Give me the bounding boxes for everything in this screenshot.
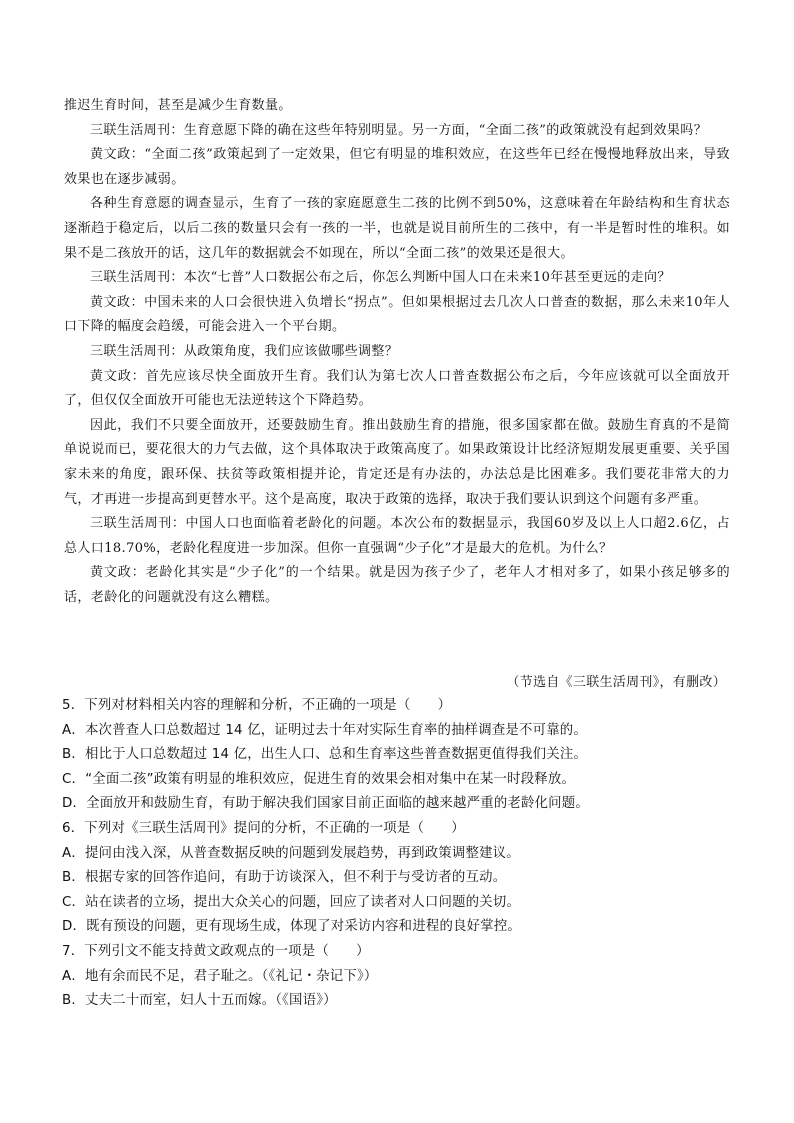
option-b: B．丈夫二十而室，妇人十五而嫁。（《国语》） <box>62 993 337 1009</box>
passage-paragraph: 三联生活周刊：从政策角度，我们应该做哪些调整？ <box>90 343 399 359</box>
question-7 <box>62 940 732 1014</box>
question-list <box>62 694 732 1014</box>
passage-paragraph: 三联生活周刊：中国人口也面临着老龄化的问题。本次公布的数据显示，我国60岁及以上人口超2.6亿，占总人口18.70%，老龄化程度进一步加深。但你一直强调“少子化”才是最大的危机。为什么？ <box>64 516 730 556</box>
passage-paragraph: 黄文政：首先应该尽快全面放开生育。我们认为第七次人口普查数据公布之后，今年应该就可以全面放开了，但仅仅全面放开可能也无法逆转这个下降趋势。 <box>64 368 730 409</box>
question-5 <box>62 694 732 817</box>
passage-paragraph: 各种生育意愿的调查显示，生育了一孩的家庭愿意生二孩的比例不到50%，这意味着在年龄结构和生育状态逐渐趋于稳定后，以后二孩的数量只会有一孩的一半，也就是说目前所生的二孩中，有一半是暂时性的堆积。如果不是二孩放开的话，这几年的数据就会不如现在，所以“全面二孩”的效果还是很大。 <box>64 196 730 261</box>
passage-paragraph: 三联生活周刊：本次“七普”人口数据公布之后，你怎么判断中国人口在未来10年甚至更远的走向？ <box>90 270 671 286</box>
option-d: D．全面放开和鼓励生育，有助于解决我们国家目前正面临的越来越严重的老龄化问题。 <box>62 796 589 812</box>
option-d: D．既有预设的问题，更有现场生成，体现了对采访内容和进程的良好掌控。 <box>62 919 521 935</box>
passage-paragraph: 因此，我们不只要全面放开，还要鼓励生育。推出鼓励生育的措施，很多国家都在做。鼓励生育真的不是简单说说而已，要花很大的力气去做，这个具体取决于政策高度了。如果政策设计比经济短期发展更重要、关乎国家未来的角度，跟环保、扶贫等政策相提并论，肯定还是有办法的，办法总是比困难多。我们要花非常大的力气，才再进一步提高到更替水平。这个是高度，取决于政策的选择，取决于我们要认识到这个问题有多严重。 <box>64 417 730 507</box>
source-note: （节选自《三联生活周刊》，有删改） <box>506 675 726 690</box>
passage-paragraph: 三联生活周刊：生育意愿下降的确在这些年特别明显。另一方面，“全面二孩”的政策就没有起到效果吗？ <box>90 122 708 138</box>
question-stem: 7．下列引文不能支持黄文政观点的一项是（ ） <box>62 943 370 959</box>
option-a: A．地有余而民不足，君子耻之。（《礼记・杂记下》） <box>62 968 378 984</box>
passage-paragraph: 推迟生育时间，甚至是减少生育数量。 <box>64 98 292 113</box>
option-c: C．站在读者的立场，提出大众关心的问题，回应了读者对人口问题的关切。 <box>62 894 521 910</box>
question-6 <box>62 817 732 940</box>
option-a: A．提问由浅入深，从普查数据反映的问题到发展趋势，再到政策调整建议。 <box>62 845 520 861</box>
option-b: B．相比于人口总数超过 14 亿，出生人口、总和生育率这些普查数据更值得我们关注。 <box>62 747 587 763</box>
option-a: A．本次普查人口总数超过 14 亿，证明过去十年对实际生育率的抽样调查是不可靠的。 <box>62 722 587 738</box>
question-stem: 6．下列对《三联生活周刊》提问的分析，不正确的一项是（ ） <box>62 820 465 836</box>
option-b: B．根据专家的回答作追问，有助于访谈深入，但不利于与受访者的互动。 <box>62 870 507 886</box>
passage-paragraph: 黄文政：“全面二孩”政策起到了一定效果，但它有明显的堆积效应，在这些年已经在慢慢地释放出来，导致效果也在逐步减弱。 <box>64 147 730 187</box>
passage-paragraph: 黄文政：老龄化其实是“少子化”的一个结果。就是因为孩子少了，老年人才相对多了，如果小孩足够多的话，老龄化的问题就没有这么糟糕。 <box>64 565 730 605</box>
passage-paragraph: 黄文政：中国未来的人口会很快进入负增长“拐点”。但如果根据过去几次人口普查的数据，那么未来10年人口下降的幅度会趋缓，可能会进入一个平台期。 <box>64 294 730 335</box>
reading-passage <box>64 94 730 610</box>
question-stem: 5．下列对材料相关内容的理解和分析，不正确的一项是（ ） <box>62 698 452 713</box>
option-c: C．“全面二孩”政策有明显的堆积效应，促进生育的效果会相对集中在某一时段释放。 <box>62 771 576 787</box>
